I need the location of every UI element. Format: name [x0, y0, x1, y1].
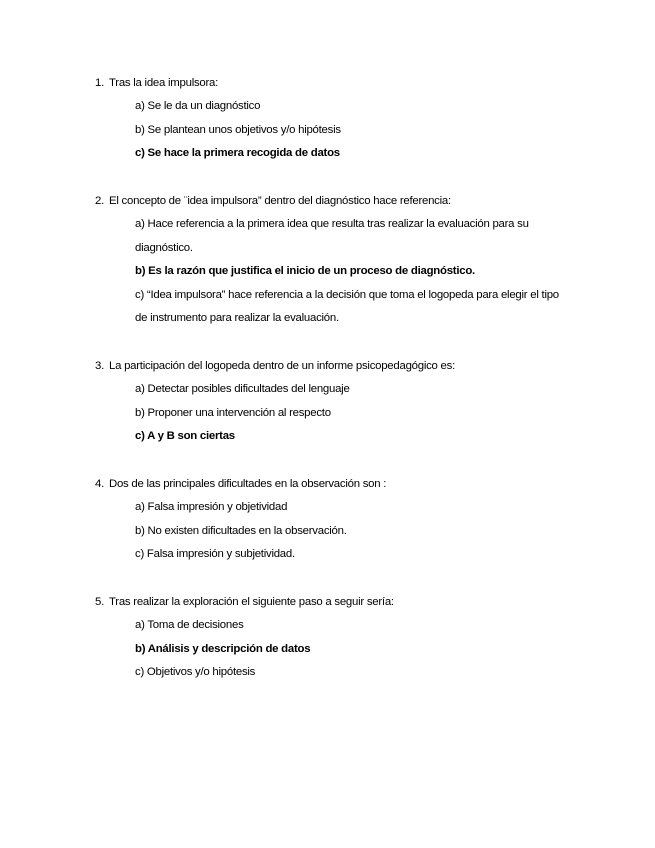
- question-title: [95, 72, 565, 95]
- option-b: b) Es la razón que justifica el inicio de un proceso de diagnóstico.: [135, 265, 475, 278]
- question-text: Dos de las principales dificultades en la observación son :: [109, 478, 387, 490]
- question-text: Tras la idea impulsora:: [109, 77, 219, 89]
- options-list: [135, 614, 565, 684]
- option-b: b) Se plantean unos objetivos y/o hipótesis: [135, 123, 341, 136]
- question-number: 5.: [95, 596, 104, 608]
- options-list: [135, 378, 565, 448]
- question-text: La participación del logopeda dentro de un informe psicopedagógico es:: [109, 360, 455, 372]
- question-4: [95, 473, 565, 567]
- option-b: b) Análisis y descripción de datos: [135, 642, 311, 655]
- question-text: El concepto de ¨idea impulsora” dentro del diagnóstico hace referencia:: [109, 195, 451, 207]
- option-b: b) Proponer una intervención al respecto: [135, 406, 331, 419]
- option-c: c) “Idea impulsora” hace referencia a la decisión que toma el logopeda para elegir el tipo de instrumento para realizar la evaluación.: [135, 288, 559, 325]
- question-title: [95, 355, 565, 378]
- option-a: a) Hace referencia a la primera idea que resulta tras realizar la evaluación para su diagnóstico.: [135, 218, 529, 254]
- options-list: [135, 213, 565, 330]
- question-number: 1.: [95, 77, 104, 89]
- option-a: a) Se le da un diagnóstico: [135, 100, 261, 113]
- question-number: 3.: [95, 360, 104, 372]
- question-1: [95, 72, 565, 166]
- option-a: a) Falsa impresión y objetividad: [135, 501, 288, 514]
- option-c: c) Objetivos y/o hipótesis: [135, 666, 256, 679]
- question-text: Tras realizar la exploración el siguiente paso a seguir sería:: [109, 596, 394, 608]
- options-list: [135, 496, 565, 566]
- option-c: c) Falsa impresión y subjetividad.: [135, 548, 295, 561]
- question-2: [95, 190, 565, 330]
- question-3: [95, 355, 565, 449]
- question-number: 2.: [95, 195, 104, 207]
- question-number: 4.: [95, 478, 104, 490]
- option-c: c) Se hace la primera recogida de datos: [135, 147, 340, 160]
- question-title: [95, 190, 565, 213]
- question-5: [95, 591, 565, 685]
- options-list: [135, 95, 565, 165]
- question-title: [95, 473, 565, 496]
- question-title: [95, 591, 565, 614]
- option-a: a) Toma de decisiones: [135, 619, 244, 632]
- option-b: b) No existen dificultades en la observación.: [135, 524, 347, 537]
- option-a: a) Detectar posibles dificultades del lenguaje: [135, 383, 350, 396]
- option-c: c) A y B son ciertas: [135, 430, 235, 443]
